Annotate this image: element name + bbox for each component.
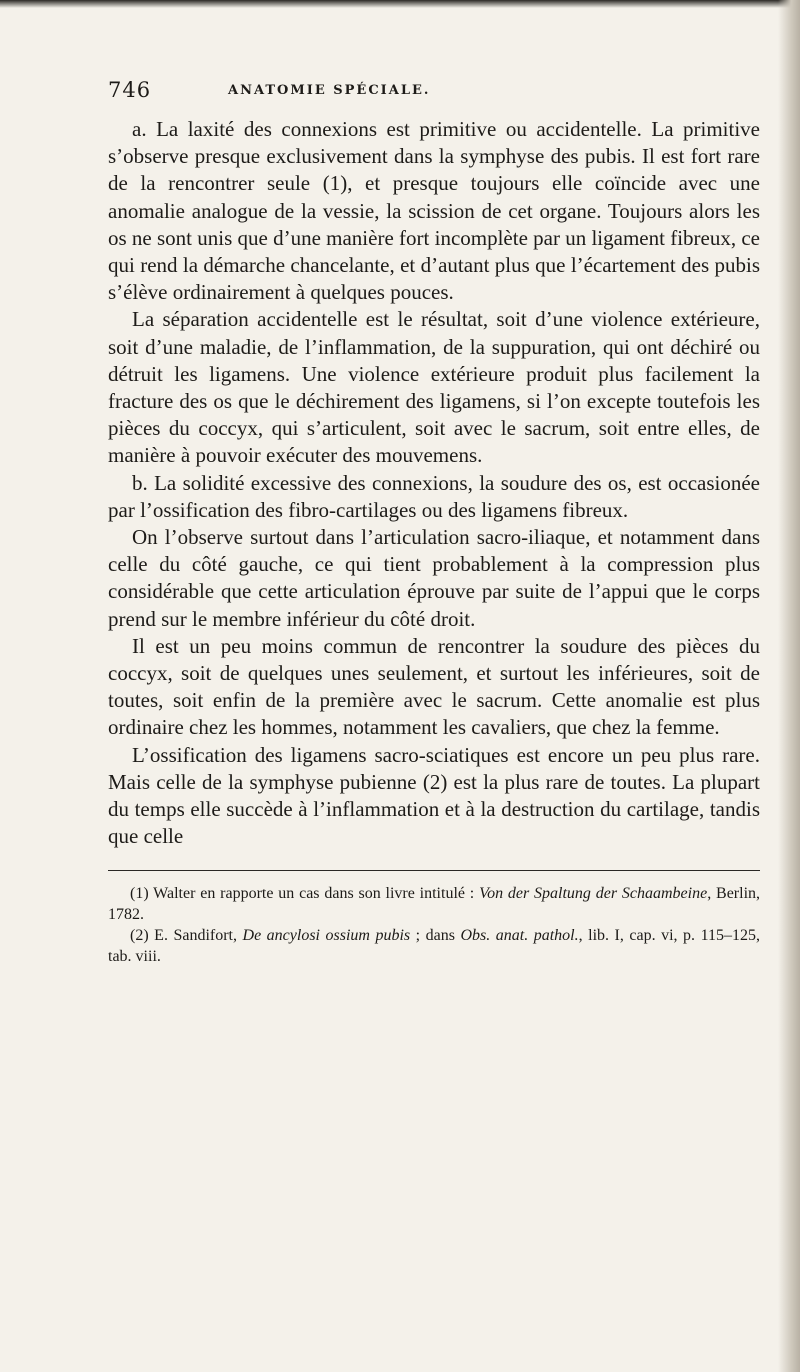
paragraph: Il est un peu moins commun de rencontrer la soudure des pièces du coccyx, soit de quelques unes seulement, et surtout les inférieures, soit de toutes, soit enfin de la première avec le sacrum. Cette anomalie est plus ordinaire chez les hommes, notamment les cavaliers, que chez la femme. [108,633,760,740]
footnote-divider [108,870,760,871]
page-number: 746 [108,78,152,102]
paragraph: b. La solidité excessive des connexions, la soudure des os, est occasionée par l’ossification des fibro-cartilages ou des ligamens fibreux. [108,470,760,522]
paragraph: a. La laxité des connexions est primitive ou accidentelle. La primitive s’observe presque exclusivement dans la symphyse des pubis. Il est fort rare de la rencontrer seule (1), et presque toujours elle coïncide avec une anomalie analogue de la vessie, la scission de cet organe. Toujours alors les os ne sont unis que d’une manière fort incomplète par un ligament fibreux, ce qui rend la démarche chancelante, et d’autant plus que l’écartement des pubis s’élève ordinairement à quelques pouces. [108,117,760,305]
running-head: ANATOMIE SPÉCIALE. [228,83,431,98]
paragraph: La séparation accidentelle est le résultat, soit d’une violence extérieure, soit d’une maladie, de l’inflammation, de la suppuration, qui ont déchiré ou détruit les ligamens. Une violence extérieure produit plus facilement la fracture des os que le déchirement des ligamens, si l’on excepte toutefois les pièces du coccyx, qui s’articulent, soit avec le sacrum, soit entre elles, de manière à pouvoir exécuter des mouvemens. [108,307,760,468]
footnote-text: , lib. I, cap. vi, p. 115–125, tab. viii. [108,927,760,966]
body-text [108,116,760,850]
footnotes [108,883,760,967]
paragraph: On l’observe surtout dans l’articulation sacro-iliaque, et notamment dans celle du côté gauche, ce qui tient probablement à la compression plus considérable que cette articulation éprouve par suite de l’appui que le corps prend sur le membre inférieur du côté droit. [108,525,760,631]
footnote [108,883,760,925]
footnote-text: (1) Walter en rapporte un cas dans son livre intitulé : [130,885,480,903]
footnote-text: , Berlin, 1782. [108,885,761,924]
scan-edge-right [778,0,800,1372]
footnote [108,925,760,967]
footnote-title: Von der Spaltung der Schaambeine [479,885,708,903]
footnote-title: De ancylosi ossium pubis [242,927,411,945]
paragraph: L’ossification des ligamens sacro-sciatiques est encore un peu plus rare. Mais celle de la symphyse pubienne (2) est la plus rare de toutes. La plupart du temps elle succède à l’inflammation et à la destruction du cartilage, tandis que celle [108,742,760,849]
footnote-text: (2) E. Sandifort, [130,927,243,945]
footnote-text: ; dans [410,927,461,945]
scan-edge-top [0,0,800,8]
footnote-title: Obs. anat. pathol. [460,927,579,945]
book-page [108,78,760,967]
page-header [108,78,760,112]
